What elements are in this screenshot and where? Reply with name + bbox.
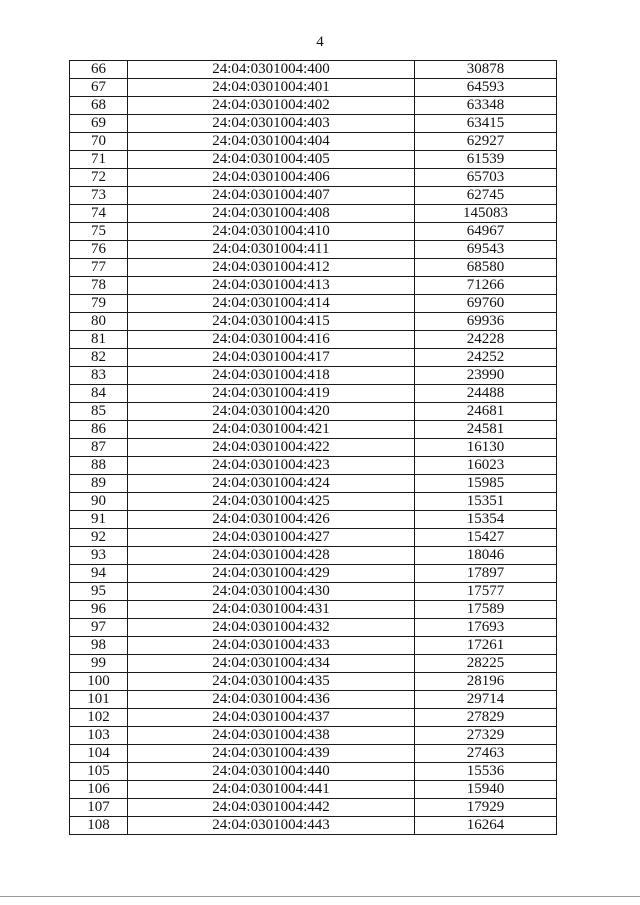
area-cell: 15536 (415, 763, 557, 781)
area-cell: 23990 (415, 367, 557, 385)
cadastral-number-cell: 24:04:0301004:440 (128, 763, 415, 781)
table-row (70, 223, 557, 241)
row-number-cell: 100 (70, 673, 128, 691)
row-number-cell: 67 (70, 79, 128, 97)
table-row (70, 61, 557, 79)
row-number-cell: 90 (70, 493, 128, 511)
cadastral-number-cell: 24:04:0301004:425 (128, 493, 415, 511)
table-row (70, 493, 557, 511)
cadastral-number-cell: 24:04:0301004:423 (128, 457, 415, 475)
table-row (70, 403, 557, 421)
row-number-cell: 78 (70, 277, 128, 295)
cadastral-number-cell: 24:04:0301004:416 (128, 331, 415, 349)
table-row (70, 547, 557, 565)
cadastral-number-cell: 24:04:0301004:428 (128, 547, 415, 565)
cadastral-number-cell: 24:04:0301004:436 (128, 691, 415, 709)
area-cell: 15354 (415, 511, 557, 529)
cadastral-number-cell: 24:04:0301004:435 (128, 673, 415, 691)
row-number-cell: 76 (70, 241, 128, 259)
cadastral-number-cell: 24:04:0301004:414 (128, 295, 415, 313)
row-number-cell: 70 (70, 133, 128, 151)
row-number-cell: 94 (70, 565, 128, 583)
cadastral-number-cell: 24:04:0301004:418 (128, 367, 415, 385)
table-row (70, 691, 557, 709)
cadastral-number-cell: 24:04:0301004:417 (128, 349, 415, 367)
row-number-cell: 88 (70, 457, 128, 475)
row-number-cell: 82 (70, 349, 128, 367)
area-cell: 24681 (415, 403, 557, 421)
area-cell: 24488 (415, 385, 557, 403)
area-cell: 61539 (415, 151, 557, 169)
cadastral-number-cell: 24:04:0301004:426 (128, 511, 415, 529)
cadastral-number-cell: 24:04:0301004:437 (128, 709, 415, 727)
row-number-cell: 106 (70, 781, 128, 799)
table-row (70, 295, 557, 313)
row-number-cell: 77 (70, 259, 128, 277)
table-row (70, 151, 557, 169)
table-row (70, 259, 557, 277)
page-number: 4 (316, 34, 324, 50)
cadastral-number-cell: 24:04:0301004:433 (128, 637, 415, 655)
table-row (70, 529, 557, 547)
row-number-cell: 86 (70, 421, 128, 439)
row-number-cell: 74 (70, 205, 128, 223)
area-cell: 15427 (415, 529, 557, 547)
table-row (70, 205, 557, 223)
area-cell: 27463 (415, 745, 557, 763)
cadastral-number-cell: 24:04:0301004:419 (128, 385, 415, 403)
row-number-cell: 93 (70, 547, 128, 565)
table-row (70, 439, 557, 457)
area-cell: 18046 (415, 547, 557, 565)
row-number-cell: 75 (70, 223, 128, 241)
table-row (70, 799, 557, 817)
table-row (70, 241, 557, 259)
table-row (70, 601, 557, 619)
cadastral-number-cell: 24:04:0301004:443 (128, 817, 415, 835)
area-cell: 63348 (415, 97, 557, 115)
cadastral-number-cell: 24:04:0301004:429 (128, 565, 415, 583)
table-row (70, 655, 557, 673)
area-cell: 17261 (415, 637, 557, 655)
table-row (70, 619, 557, 637)
area-cell: 69936 (415, 313, 557, 331)
row-number-cell: 96 (70, 601, 128, 619)
cadastral-number-cell: 24:04:0301004:415 (128, 313, 415, 331)
area-cell: 64593 (415, 79, 557, 97)
row-number-cell: 99 (70, 655, 128, 673)
area-cell: 15940 (415, 781, 557, 799)
table-row (70, 97, 557, 115)
cadastral-number-cell: 24:04:0301004:410 (128, 223, 415, 241)
row-number-cell: 81 (70, 331, 128, 349)
row-number-cell: 84 (70, 385, 128, 403)
cadastral-number-cell: 24:04:0301004:413 (128, 277, 415, 295)
table-row (70, 115, 557, 133)
area-cell: 17929 (415, 799, 557, 817)
row-number-cell: 89 (70, 475, 128, 493)
row-number-cell: 105 (70, 763, 128, 781)
area-cell: 15985 (415, 475, 557, 493)
row-number-cell: 104 (70, 745, 128, 763)
row-number-cell: 108 (70, 817, 128, 835)
cadastral-number-cell: 24:04:0301004:412 (128, 259, 415, 277)
row-number-cell: 73 (70, 187, 128, 205)
table-row (70, 79, 557, 97)
table-row (70, 745, 557, 763)
area-cell: 64967 (415, 223, 557, 241)
area-cell: 29714 (415, 691, 557, 709)
cadastral-number-cell: 24:04:0301004:402 (128, 97, 415, 115)
cadastral-number-cell: 24:04:0301004:406 (128, 169, 415, 187)
cadastral-number-cell: 24:04:0301004:432 (128, 619, 415, 637)
row-number-cell: 68 (70, 97, 128, 115)
area-cell: 28225 (415, 655, 557, 673)
area-cell: 16264 (415, 817, 557, 835)
table-row (70, 673, 557, 691)
row-number-cell: 97 (70, 619, 128, 637)
area-cell: 17577 (415, 583, 557, 601)
table-row (70, 367, 557, 385)
area-cell: 145083 (415, 205, 557, 223)
row-number-cell: 80 (70, 313, 128, 331)
row-number-cell: 101 (70, 691, 128, 709)
table-row (70, 709, 557, 727)
cadastral-number-cell: 24:04:0301004:438 (128, 727, 415, 745)
area-cell: 27329 (415, 727, 557, 745)
row-number-cell: 69 (70, 115, 128, 133)
table-row (70, 169, 557, 187)
cadastral-number-cell: 24:04:0301004:430 (128, 583, 415, 601)
cadastral-number-cell: 24:04:0301004:407 (128, 187, 415, 205)
area-cell: 24581 (415, 421, 557, 439)
cadastral-number-cell: 24:04:0301004:424 (128, 475, 415, 493)
row-number-cell: 66 (70, 61, 128, 79)
table-row (70, 187, 557, 205)
parcel-table-body (70, 61, 557, 835)
area-cell: 71266 (415, 277, 557, 295)
table-row (70, 331, 557, 349)
row-number-cell: 107 (70, 799, 128, 817)
table-row (70, 781, 557, 799)
area-cell: 24252 (415, 349, 557, 367)
cadastral-number-cell: 24:04:0301004:404 (128, 133, 415, 151)
table-row (70, 727, 557, 745)
table-row (70, 349, 557, 367)
area-cell: 62927 (415, 133, 557, 151)
cadastral-number-cell: 24:04:0301004:405 (128, 151, 415, 169)
row-number-cell: 87 (70, 439, 128, 457)
table-row (70, 277, 557, 295)
area-cell: 17897 (415, 565, 557, 583)
area-cell: 17589 (415, 601, 557, 619)
table-row (70, 475, 557, 493)
area-cell: 62745 (415, 187, 557, 205)
cadastral-number-cell: 24:04:0301004:441 (128, 781, 415, 799)
area-cell: 17693 (415, 619, 557, 637)
cadastral-number-cell: 24:04:0301004:400 (128, 61, 415, 79)
cadastral-number-cell: 24:04:0301004:408 (128, 205, 415, 223)
area-cell: 30878 (415, 61, 557, 79)
table-row (70, 385, 557, 403)
area-cell: 69760 (415, 295, 557, 313)
table-row (70, 457, 557, 475)
row-number-cell: 98 (70, 637, 128, 655)
area-cell: 65703 (415, 169, 557, 187)
area-cell: 16023 (415, 457, 557, 475)
cadastral-number-cell: 24:04:0301004:422 (128, 439, 415, 457)
cadastral-number-cell: 24:04:0301004:403 (128, 115, 415, 133)
cadastral-number-cell: 24:04:0301004:427 (128, 529, 415, 547)
area-cell: 15351 (415, 493, 557, 511)
area-cell: 16130 (415, 439, 557, 457)
cadastral-number-cell: 24:04:0301004:439 (128, 745, 415, 763)
area-cell: 24228 (415, 331, 557, 349)
table-row (70, 637, 557, 655)
table-row (70, 421, 557, 439)
table-row (70, 763, 557, 781)
table-row (70, 817, 557, 835)
parcel-table (69, 60, 557, 835)
cadastral-number-cell: 24:04:0301004:420 (128, 403, 415, 421)
area-cell: 68580 (415, 259, 557, 277)
row-number-cell: 79 (70, 295, 128, 313)
area-cell: 69543 (415, 241, 557, 259)
row-number-cell: 72 (70, 169, 128, 187)
cadastral-number-cell: 24:04:0301004:421 (128, 421, 415, 439)
table-row (70, 583, 557, 601)
table-row (70, 133, 557, 151)
row-number-cell: 103 (70, 727, 128, 745)
page-bottom-rule (0, 896, 640, 897)
row-number-cell: 83 (70, 367, 128, 385)
cadastral-number-cell: 24:04:0301004:411 (128, 241, 415, 259)
area-cell: 63415 (415, 115, 557, 133)
cadastral-number-cell: 24:04:0301004:401 (128, 79, 415, 97)
table-row (70, 313, 557, 331)
cadastral-number-cell: 24:04:0301004:442 (128, 799, 415, 817)
cadastral-number-cell: 24:04:0301004:434 (128, 655, 415, 673)
area-cell: 27829 (415, 709, 557, 727)
row-number-cell: 102 (70, 709, 128, 727)
row-number-cell: 71 (70, 151, 128, 169)
cadastral-number-cell: 24:04:0301004:431 (128, 601, 415, 619)
row-number-cell: 95 (70, 583, 128, 601)
row-number-cell: 85 (70, 403, 128, 421)
table-row (70, 565, 557, 583)
table-row (70, 511, 557, 529)
row-number-cell: 91 (70, 511, 128, 529)
row-number-cell: 92 (70, 529, 128, 547)
area-cell: 28196 (415, 673, 557, 691)
